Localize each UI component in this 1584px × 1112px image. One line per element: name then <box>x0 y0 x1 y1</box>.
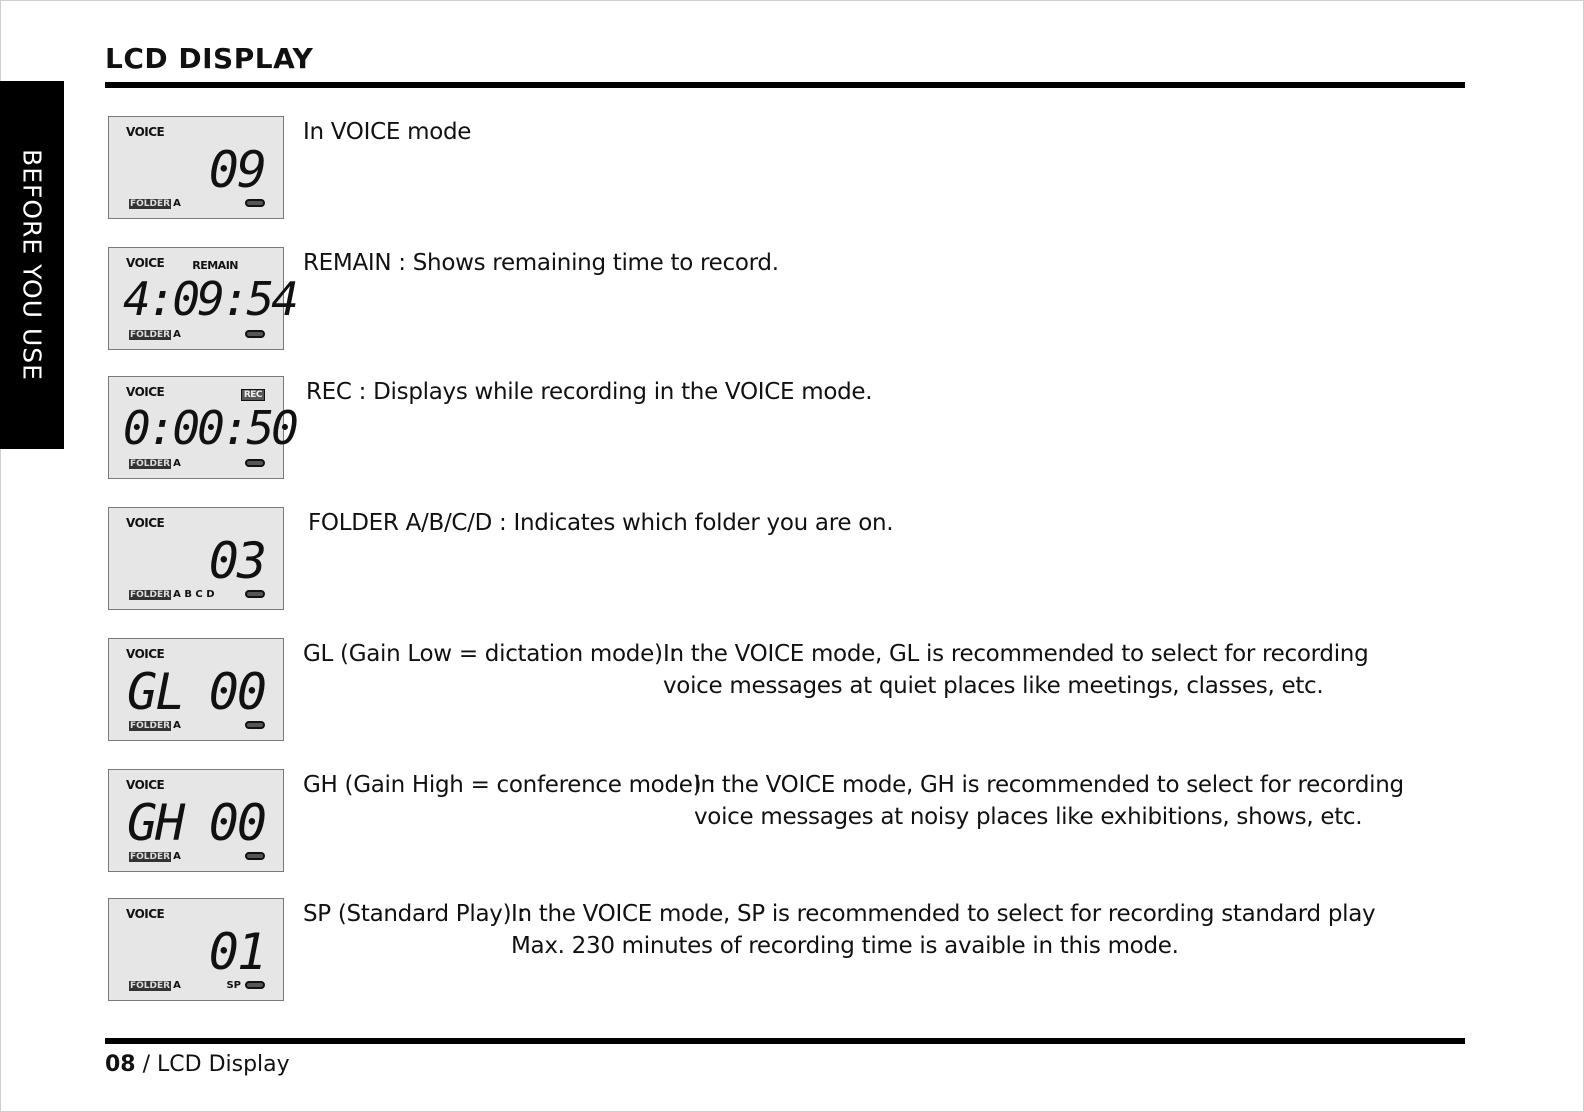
lcd-folder-badge: FOLDER <box>130 590 171 600</box>
lcd-folder <box>129 458 181 469</box>
lcd-mode-label: VOICE <box>126 516 165 530</box>
row-description: SP (Standard Play) : <box>303 901 526 927</box>
lcd-digits: 00 <box>208 663 265 721</box>
row-detail-line-2: Max. 230 minutes of recording time is avaible in this mode. <box>511 933 1179 959</box>
page-title: LCD DISPLAY <box>105 42 314 75</box>
row-description: GH (Gain High = conference mode) : <box>303 772 716 798</box>
lcd-folder-value: A <box>173 720 181 731</box>
lcd-screen <box>108 116 284 219</box>
lcd-screen <box>108 898 284 1001</box>
lcd-folder <box>129 851 181 862</box>
lcd-folder <box>129 329 181 340</box>
lcd-screen <box>108 507 284 610</box>
lcd-gain-digits: GH <box>127 794 184 852</box>
row-description: In VOICE mode <box>303 119 472 145</box>
lcd-folder-badge: FOLDER <box>130 199 171 209</box>
section-side-tab <box>0 81 64 449</box>
lcd-indicator: REMAIN <box>192 259 238 272</box>
lcd-row-voice-mode <box>105 116 1405 226</box>
lcd-folder-badge: FOLDER <box>130 721 171 731</box>
lcd-digits: 00 <box>208 794 265 852</box>
row-description: FOLDER A/B/C/D : Indicates which folder you are on. <box>308 510 894 536</box>
lcd-folder-value: A <box>173 198 181 209</box>
lcd-folder-value: A <box>173 329 181 340</box>
battery-icon <box>245 330 265 338</box>
lcd-digits: 4:09:54 <box>123 272 296 326</box>
battery-icon <box>245 721 265 729</box>
lcd-folder <box>129 589 215 600</box>
row-description: GL (Gain Low = dictation mode) : <box>303 641 678 667</box>
lcd-row-remain <box>105 247 1405 357</box>
row-detail-line-1: In the VOICE mode, GL is recommended to select for recording <box>663 641 1369 667</box>
top-rule <box>105 82 1465 88</box>
lcd-folder-value: A <box>173 980 181 991</box>
lcd-digits: 03 <box>208 532 265 590</box>
lcd-rec-indicator: REC <box>241 389 265 401</box>
battery-icon <box>245 852 265 860</box>
lcd-digits: 09 <box>208 141 265 199</box>
battery-icon <box>245 590 265 598</box>
footer-label: / LCD Display <box>142 1052 290 1077</box>
lcd-screen <box>108 247 296 350</box>
lcd-row-gain-high <box>105 769 1405 879</box>
lcd-screen <box>108 638 284 741</box>
lcd-folder-badge: FOLDER <box>130 459 171 469</box>
lcd-folder <box>129 198 181 209</box>
lcd-mode-label: VOICE <box>126 778 165 792</box>
lcd-folder <box>129 720 181 731</box>
lcd-digits: 01 <box>208 923 265 981</box>
lcd-mode-label: VOICE <box>126 125 165 139</box>
lcd-gain-digits: GL <box>127 663 184 721</box>
lcd-digits: 0:00:50 <box>123 401 296 455</box>
row-description: REC : Displays while recording in the VOICE mode. <box>306 379 873 405</box>
lcd-row-rec <box>105 376 1405 486</box>
lcd-folder-value: A B C D <box>173 589 215 600</box>
lcd-screen <box>108 376 296 479</box>
lcd-folder-badge: FOLDER <box>130 981 171 991</box>
lcd-folder-badge: FOLDER <box>130 852 171 862</box>
lcd-folder <box>129 980 181 991</box>
battery-icon <box>245 459 265 467</box>
lcd-row-gain-low <box>105 638 1405 748</box>
row-detail-line-1: In the VOICE mode, GH is recommended to select for recording <box>694 772 1404 798</box>
battery-icon <box>245 981 265 989</box>
lcd-folder-badge: FOLDER <box>130 330 171 340</box>
row-detail-line-2: voice messages at noisy places like exhibitions, shows, etc. <box>694 804 1363 830</box>
bottom-rule <box>105 1038 1465 1044</box>
lcd-mode-label: VOICE <box>126 647 165 661</box>
lcd-row-folder <box>105 507 1405 617</box>
page-footer <box>105 1052 290 1077</box>
lcd-mode-label: VOICE <box>126 256 165 270</box>
lcd-mode-label: VOICE <box>126 907 165 921</box>
section-side-tab-label: BEFORE YOU USE <box>17 149 47 381</box>
lcd-folder-value: A <box>173 458 181 469</box>
row-detail-line-2: voice messages at quiet places like meetings, classes, etc. <box>663 673 1324 699</box>
lcd-quality-label: SP <box>226 980 241 991</box>
lcd-row-standard-play <box>105 898 1405 1008</box>
battery-icon <box>245 199 265 207</box>
row-detail-line-1: In the VOICE mode, SP is recommended to select for recording standard play <box>511 901 1376 927</box>
lcd-folder-value: A <box>173 851 181 862</box>
page-number: 08 <box>105 1052 136 1077</box>
lcd-mode-label: VOICE <box>126 385 165 399</box>
lcd-screen <box>108 769 284 872</box>
row-description: REMAIN : Shows remaining time to record. <box>303 250 779 276</box>
